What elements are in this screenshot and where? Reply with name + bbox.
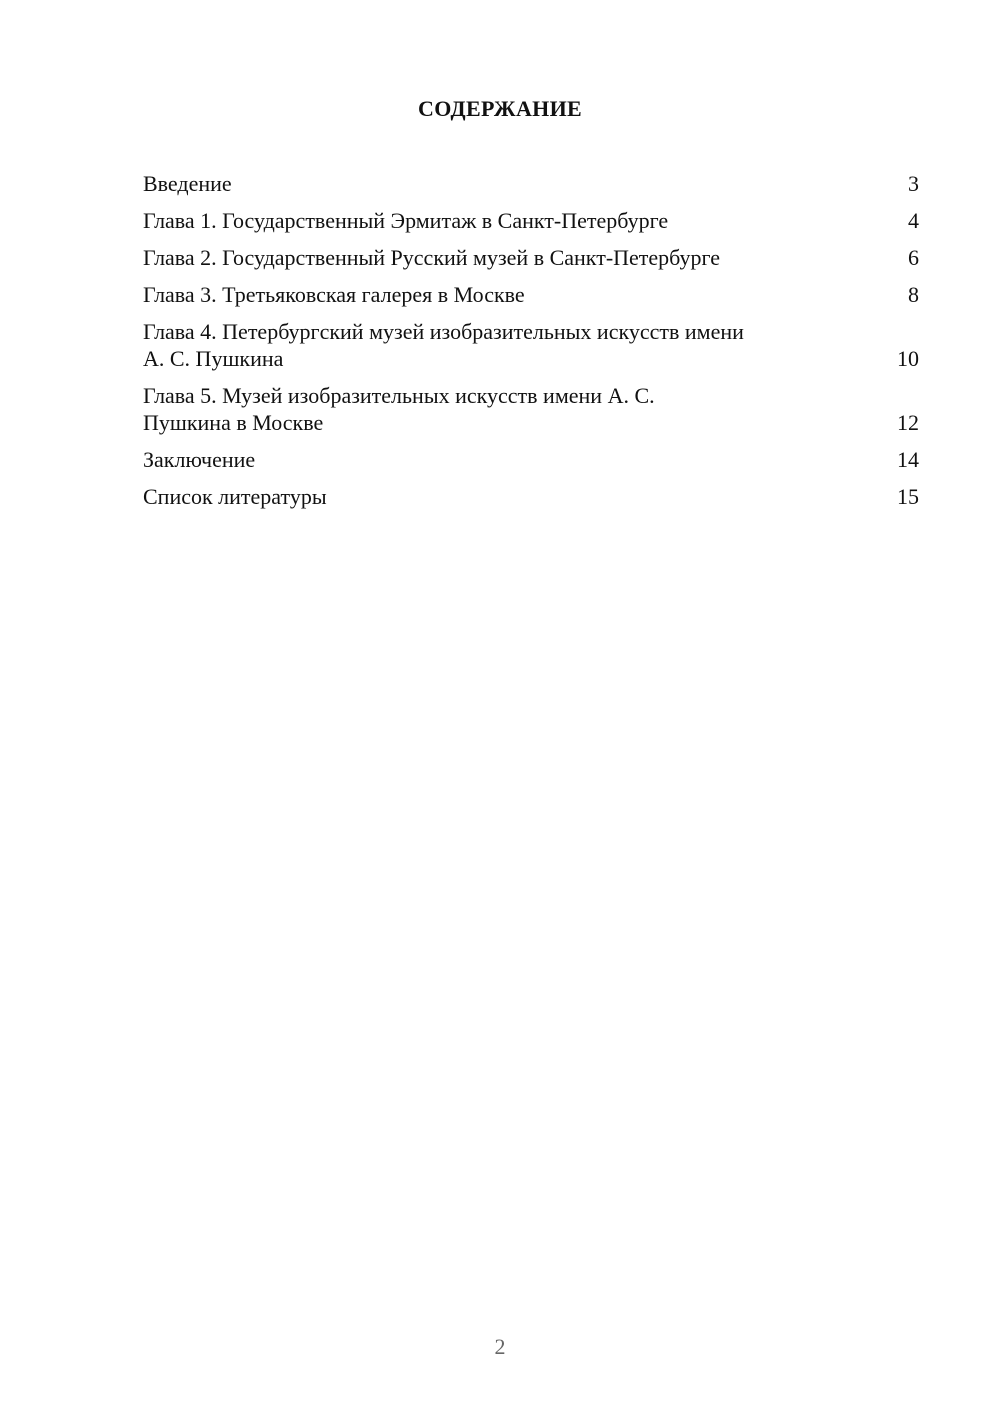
toc-entry-page: 10	[897, 346, 919, 371]
toc-entry-page: 6	[908, 245, 919, 270]
toc-entry-chapter-4	[143, 318, 919, 372]
toc-entry-text: Глава 4. Петербургский музей изобразительных искусств имени А. С. Пушкина	[143, 319, 744, 371]
page-title: СОДЕРЖАНИЕ	[418, 96, 582, 121]
toc-entry-text: Глава 1. Государственный Эрмитаж в Санкт-Петербурге	[143, 208, 669, 233]
toc-entry-introduction	[143, 170, 919, 197]
toc-entry-conclusion	[143, 446, 919, 473]
toc-entry-page: 12	[897, 410, 919, 435]
toc-entry-text: Глава 2. Государственный Русский музей в Санкт-Петербурге	[143, 245, 721, 270]
toc-entry-page: 14	[897, 447, 919, 472]
toc-entry-text: Заключение	[143, 447, 256, 472]
toc-entry-page: 4	[908, 208, 919, 233]
table-of-contents	[143, 170, 919, 520]
toc-entry-chapter-2	[143, 244, 919, 271]
toc-entry-page: 3	[908, 171, 919, 196]
toc-entry-chapter-5	[143, 382, 919, 436]
toc-entry-page: 8	[908, 282, 919, 307]
toc-entry-bibliography	[143, 483, 919, 510]
toc-entry-text: Глава 5. Музей изобразительных искусств имени А. С. Пушкина в Москве	[143, 383, 655, 435]
page-number: 2	[494, 1334, 506, 1359]
toc-entry-text: Глава 3. Третьяковская галерея в Москве	[143, 282, 525, 307]
toc-entry-text: Список литературы	[143, 484, 327, 509]
toc-entry-page: 15	[897, 484, 919, 509]
toc-entry-chapter-1	[143, 207, 919, 234]
toc-entry-text: Введение	[143, 171, 232, 196]
toc-entry-chapter-3	[143, 281, 919, 308]
